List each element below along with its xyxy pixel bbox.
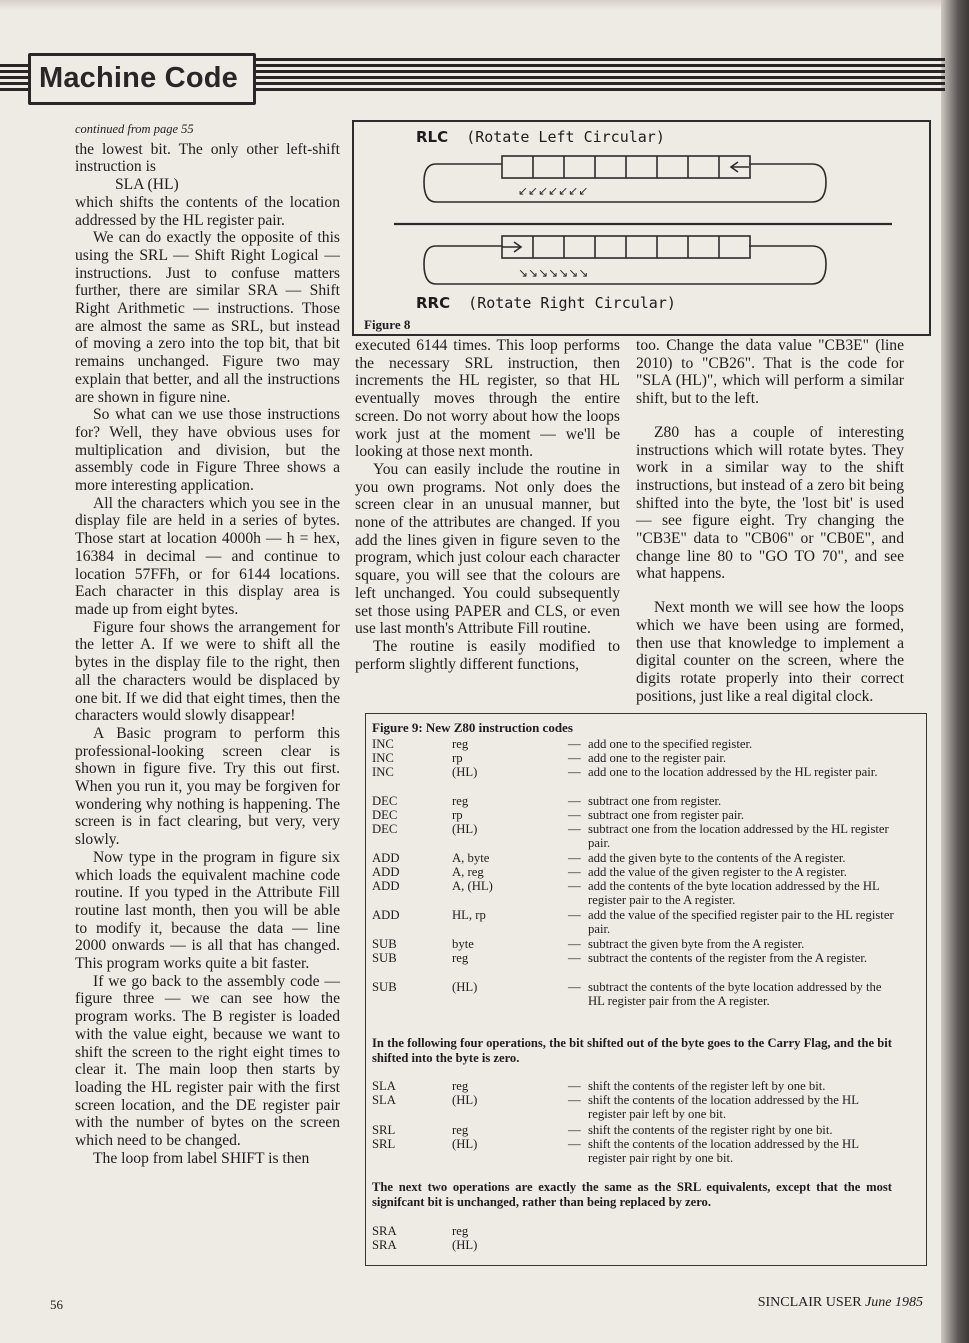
operand: (HL) bbox=[452, 1093, 478, 1107]
figure-8-caption: Figure 8 bbox=[364, 317, 411, 332]
opcode: ADD bbox=[372, 908, 400, 922]
continued-note: continued from page 55 bbox=[75, 122, 194, 136]
operand: reg bbox=[452, 737, 469, 751]
rrc-register bbox=[502, 236, 750, 258]
section-title: Machine Code bbox=[39, 62, 238, 94]
opcode: SRL bbox=[372, 1137, 396, 1151]
paragraph: executed 6144 times. This loop performs the necessary SRL instruction, then increments the HL register, so that HL eventually moves through the entire screen. Do not worry about how the loops work just at the moment — we'll be looking at those next month. bbox=[355, 337, 620, 461]
description: add the given byte to the contents of the A register. bbox=[588, 851, 846, 865]
section-header bbox=[0, 52, 945, 104]
opcode: DEC bbox=[372, 794, 398, 808]
opcode: SUB bbox=[372, 980, 397, 994]
operand: A, byte bbox=[452, 851, 490, 865]
description: shift the contents of the register right by one bit. bbox=[588, 1123, 833, 1137]
paragraph: We can do exactly the opposite of this using the SRL — Shift Right Logical — instructions. Just to confuse matters further, there are similar SRA — Shift Right Arithmetic — instructions. Those are almost the same as SRL, but instead of moving a zero into the top bit, that bit remains unchanged. Figure two may explain that better, and all the instructions are shown in figure nine. bbox=[75, 229, 340, 406]
code-line: SLA (HL) bbox=[115, 176, 179, 194]
opcode: DEC bbox=[372, 822, 398, 836]
section-title-box bbox=[28, 53, 256, 105]
article-column-2 bbox=[355, 337, 620, 673]
opcode: SUB bbox=[372, 951, 397, 965]
magazine-footer bbox=[758, 1295, 923, 1311]
rrc-description: (Rotate Right Circular) bbox=[468, 294, 676, 312]
issue-date: June 1985 bbox=[865, 1295, 923, 1310]
description: add one to the location addressed by the HL register pair. bbox=[588, 765, 878, 779]
operand: byte bbox=[452, 937, 474, 951]
paragraph: too. Change the data value "CB3E" (line 2010) to "CB26". That is the code for "SLA (HL)", which will perform a similar shift, but to the left. bbox=[636, 337, 904, 408]
paragraph: Next month we will see how the loops which we have been using are formed, then use that knowledge to implement a digital counter on the screen, where the digits rotate properly into their correct positions, just like a real digital clock. bbox=[636, 599, 904, 705]
description: add one to the specified register. bbox=[588, 737, 753, 751]
description: subtract one from register pair. bbox=[588, 808, 745, 822]
rlc-shift-arrows: ↙↙↙↙↙↙↙ bbox=[518, 184, 589, 198]
operand: reg bbox=[452, 1079, 469, 1093]
paragraph: Now type in the program in figure six which loads the equivalent machine code routine. If you typed in the Attribute Fill routine last month, then you will be able to modify it, because the data — line 2000 onwards — is all that has changed. This program works quite a bit faster. bbox=[75, 848, 340, 973]
page-edge-top bbox=[0, 0, 969, 10]
opcode: INC bbox=[372, 765, 394, 779]
description: subtract the given byte from the A register. bbox=[588, 937, 805, 951]
operand: reg bbox=[452, 1123, 469, 1137]
rrc-shift-arrows: ↘↘↘↘↘↘↘ bbox=[518, 266, 589, 280]
description: subtract one from register. bbox=[588, 794, 722, 808]
paragraph: A Basic program to perform this professional-looking screen clear is shown in figure five. Try this out first. When you run it, you may be forgiven for wondering why nothing is happening. The screen is in fact clearing, but very, very slowly. bbox=[75, 724, 340, 849]
operand: reg bbox=[452, 794, 469, 808]
opcode: INC bbox=[372, 737, 394, 751]
paragraph: So what can we use those instructions for? Well, they have obvious uses for multiplication and division, but the assembly code in Figure Three shows a more interesting application. bbox=[75, 406, 340, 495]
paragraph: which shifts the contents of the location addressed by the HL register pair. bbox=[75, 193, 340, 229]
description: subtract the contents of the byte location addressed by the HL register pair from the A register. bbox=[588, 980, 882, 1009]
opcode: ADD bbox=[372, 851, 400, 865]
description: shift the contents of the location addressed by the HL register pair left by one bit. bbox=[588, 1093, 859, 1122]
rlc-loop bbox=[424, 164, 826, 202]
operand: (HL) bbox=[452, 1137, 478, 1151]
operand: (HL) bbox=[452, 765, 478, 779]
paragraph: Figure four shows the arrangement for the letter A. If we were to shift all the bytes in the display file to the right, then all the characters would be displaced by one bit. If we did that eight times, then the characters would slowly disappear! bbox=[75, 618, 340, 725]
paragraph: If we go back to the assembly code — figure three — we can see how the program works. The B register is loaded with the value eight, because we want to shift the screen to the right eight times to clear it. The main loop then starts by loading the HL register pair with the first screen location, and the DE register pair with the number of bytes on the screen which need to be changed. bbox=[75, 972, 340, 1150]
description: subtract one from the location addressed by the HL register pair. bbox=[588, 822, 889, 851]
paragraph: All the characters which you see in the display file are held in a series of bytes. Those start at location 4000h — h = hex, 16384 in decimal — and continue to location 57FFh, or for 6144 locations. Each character in this display area is made up from eight bytes. bbox=[75, 494, 340, 618]
rlc-mnemonic: RLC bbox=[416, 128, 449, 146]
paragraph: The loop from label SHIFT is then bbox=[93, 1149, 310, 1167]
rlc-register bbox=[502, 156, 750, 178]
opcode: INC bbox=[372, 751, 394, 765]
description: shift the contents of the location addressed by the HL register pair right by one bit. bbox=[588, 1137, 859, 1166]
operand: (HL) bbox=[452, 1238, 478, 1252]
opcode: SRA bbox=[372, 1238, 397, 1252]
table-note: The next two operations are exactly the same as the SRL equivalents, except that the most signifcant bit is unchanged, rather than being replaced by zero. bbox=[372, 1180, 892, 1210]
figure-9-table: Figure 9: New Z80 instruction codes INC reg — add one to the specified register. INC rp — add one to the register pair. INC (HL) — add one to the location addressed by the HL register pair. DEC reg — subtract one from register. DEC rp — subtract one from register pair. DEC (HL) — subtract one from the location addressed by the HL register pair. ADD A, byte — add the given byte to the contents of the A register. ADD A, reg — add the value of the given register to the A register. ADD A, (HL) — add the contents of the byte location addressed by the HL register pair to the A register. ADD HL, rp — add the value of the specified register pair to the HL register pair. SUB byte — subtract the given byte from the A register. SUB reg — subtract the contents of the register from the A register. SUB (HL) — subtract the contents of the byte location addressed by the HL register pair from the A register. In the following four operations, the bit shifted out of the byte goes to the Carry Flag, and the bit shifted into the byte is zero. SLA reg — shift the contents of the register left by one bit. SLA (HL) — shift the contents of the location addressed by the HL register pair left by one bit. SRL reg — shift the contents of the register right by one bit. SRL (HL) — shift the contents of the location addressed by the HL register pair right by one bit. The next two operations are exactly the same as the SRL equivalents, except that the most signifcant bit is unchanged, rather than being replaced by zero. SRA reg SRA (HL) bbox=[365, 713, 927, 1266]
operand: reg bbox=[452, 951, 469, 965]
opcode: SRA bbox=[372, 1224, 397, 1238]
operand: A, (HL) bbox=[452, 879, 493, 893]
article-column-1 bbox=[75, 121, 340, 1167]
rrc-mnemonic: RRC bbox=[416, 294, 451, 312]
opcode: SLA bbox=[372, 1093, 396, 1107]
description: add one to the register pair. bbox=[588, 751, 727, 765]
description: add the value of the given register to the A register. bbox=[588, 865, 847, 879]
opcode: DEC bbox=[372, 808, 398, 822]
operand: A, reg bbox=[452, 865, 484, 879]
operand: rp bbox=[452, 751, 463, 765]
rrc-label bbox=[416, 294, 676, 312]
operand: (HL) bbox=[452, 822, 478, 836]
opcode: ADD bbox=[372, 865, 400, 879]
operand: HL, rp bbox=[452, 908, 486, 922]
paragraph: The routine is easily modified to perform slightly different functions, bbox=[355, 637, 620, 673]
description: add the value of the specified register pair to the HL register pair. bbox=[588, 908, 894, 937]
rrc-loop bbox=[424, 246, 826, 284]
operand: rp bbox=[452, 808, 463, 822]
opcode: ADD bbox=[372, 879, 400, 893]
opcode: SUB bbox=[372, 937, 397, 951]
opcode: SLA bbox=[372, 1079, 396, 1093]
operand: (HL) bbox=[452, 980, 478, 994]
table-note: In the following four operations, the bit shifted out of the byte goes to the Carry Flag, and the bit shifted into the byte is zero. bbox=[372, 1036, 892, 1066]
figure-9-title: Figure 9: New Z80 instruction codes bbox=[372, 720, 573, 735]
paragraph: You can easily include the routine in you own programs. Not only does the screen clear in an unusual manner, but none of the attributes are changed. If you add the lines given in figure seven to the program, which just colour each character square, you will see that the colours are left unchanged. You could subsequently set those using PAPER and CLS, or even use last month's Attribute Fill routine. bbox=[355, 460, 620, 638]
article-column-3 bbox=[636, 337, 904, 705]
figure-8 bbox=[352, 120, 931, 336]
rlc-description: (Rotate Left Circular) bbox=[466, 128, 665, 146]
description: subtract the contents of the register from the A register. bbox=[588, 951, 868, 965]
paragraph: the lowest bit. The only other left-shift instruction is bbox=[75, 140, 340, 176]
page-number: 56 bbox=[50, 1297, 63, 1312]
description: shift the contents of the register left by one bit. bbox=[588, 1079, 826, 1093]
paragraph: Z80 has a couple of interesting instructions which will rotate bytes. They work in a similar way to the shift instructions, but instead of a zero bit being shifted into the byte, the 'lost bit' is used — see figure eight. Try changing the "CB3E" data to "CB06" or "CB0E", and change line 80 to "GO TO 70", and see what happens. bbox=[636, 423, 904, 583]
magazine-name: SINCLAIR USER bbox=[757, 1295, 862, 1310]
opcode: SRL bbox=[372, 1123, 396, 1137]
header-rules-right bbox=[252, 58, 945, 94]
description: add the contents of the byte location addressed by the HL register pair to the A register. bbox=[588, 879, 880, 908]
operand: reg bbox=[452, 1224, 469, 1238]
page-edge-right bbox=[941, 0, 969, 1343]
